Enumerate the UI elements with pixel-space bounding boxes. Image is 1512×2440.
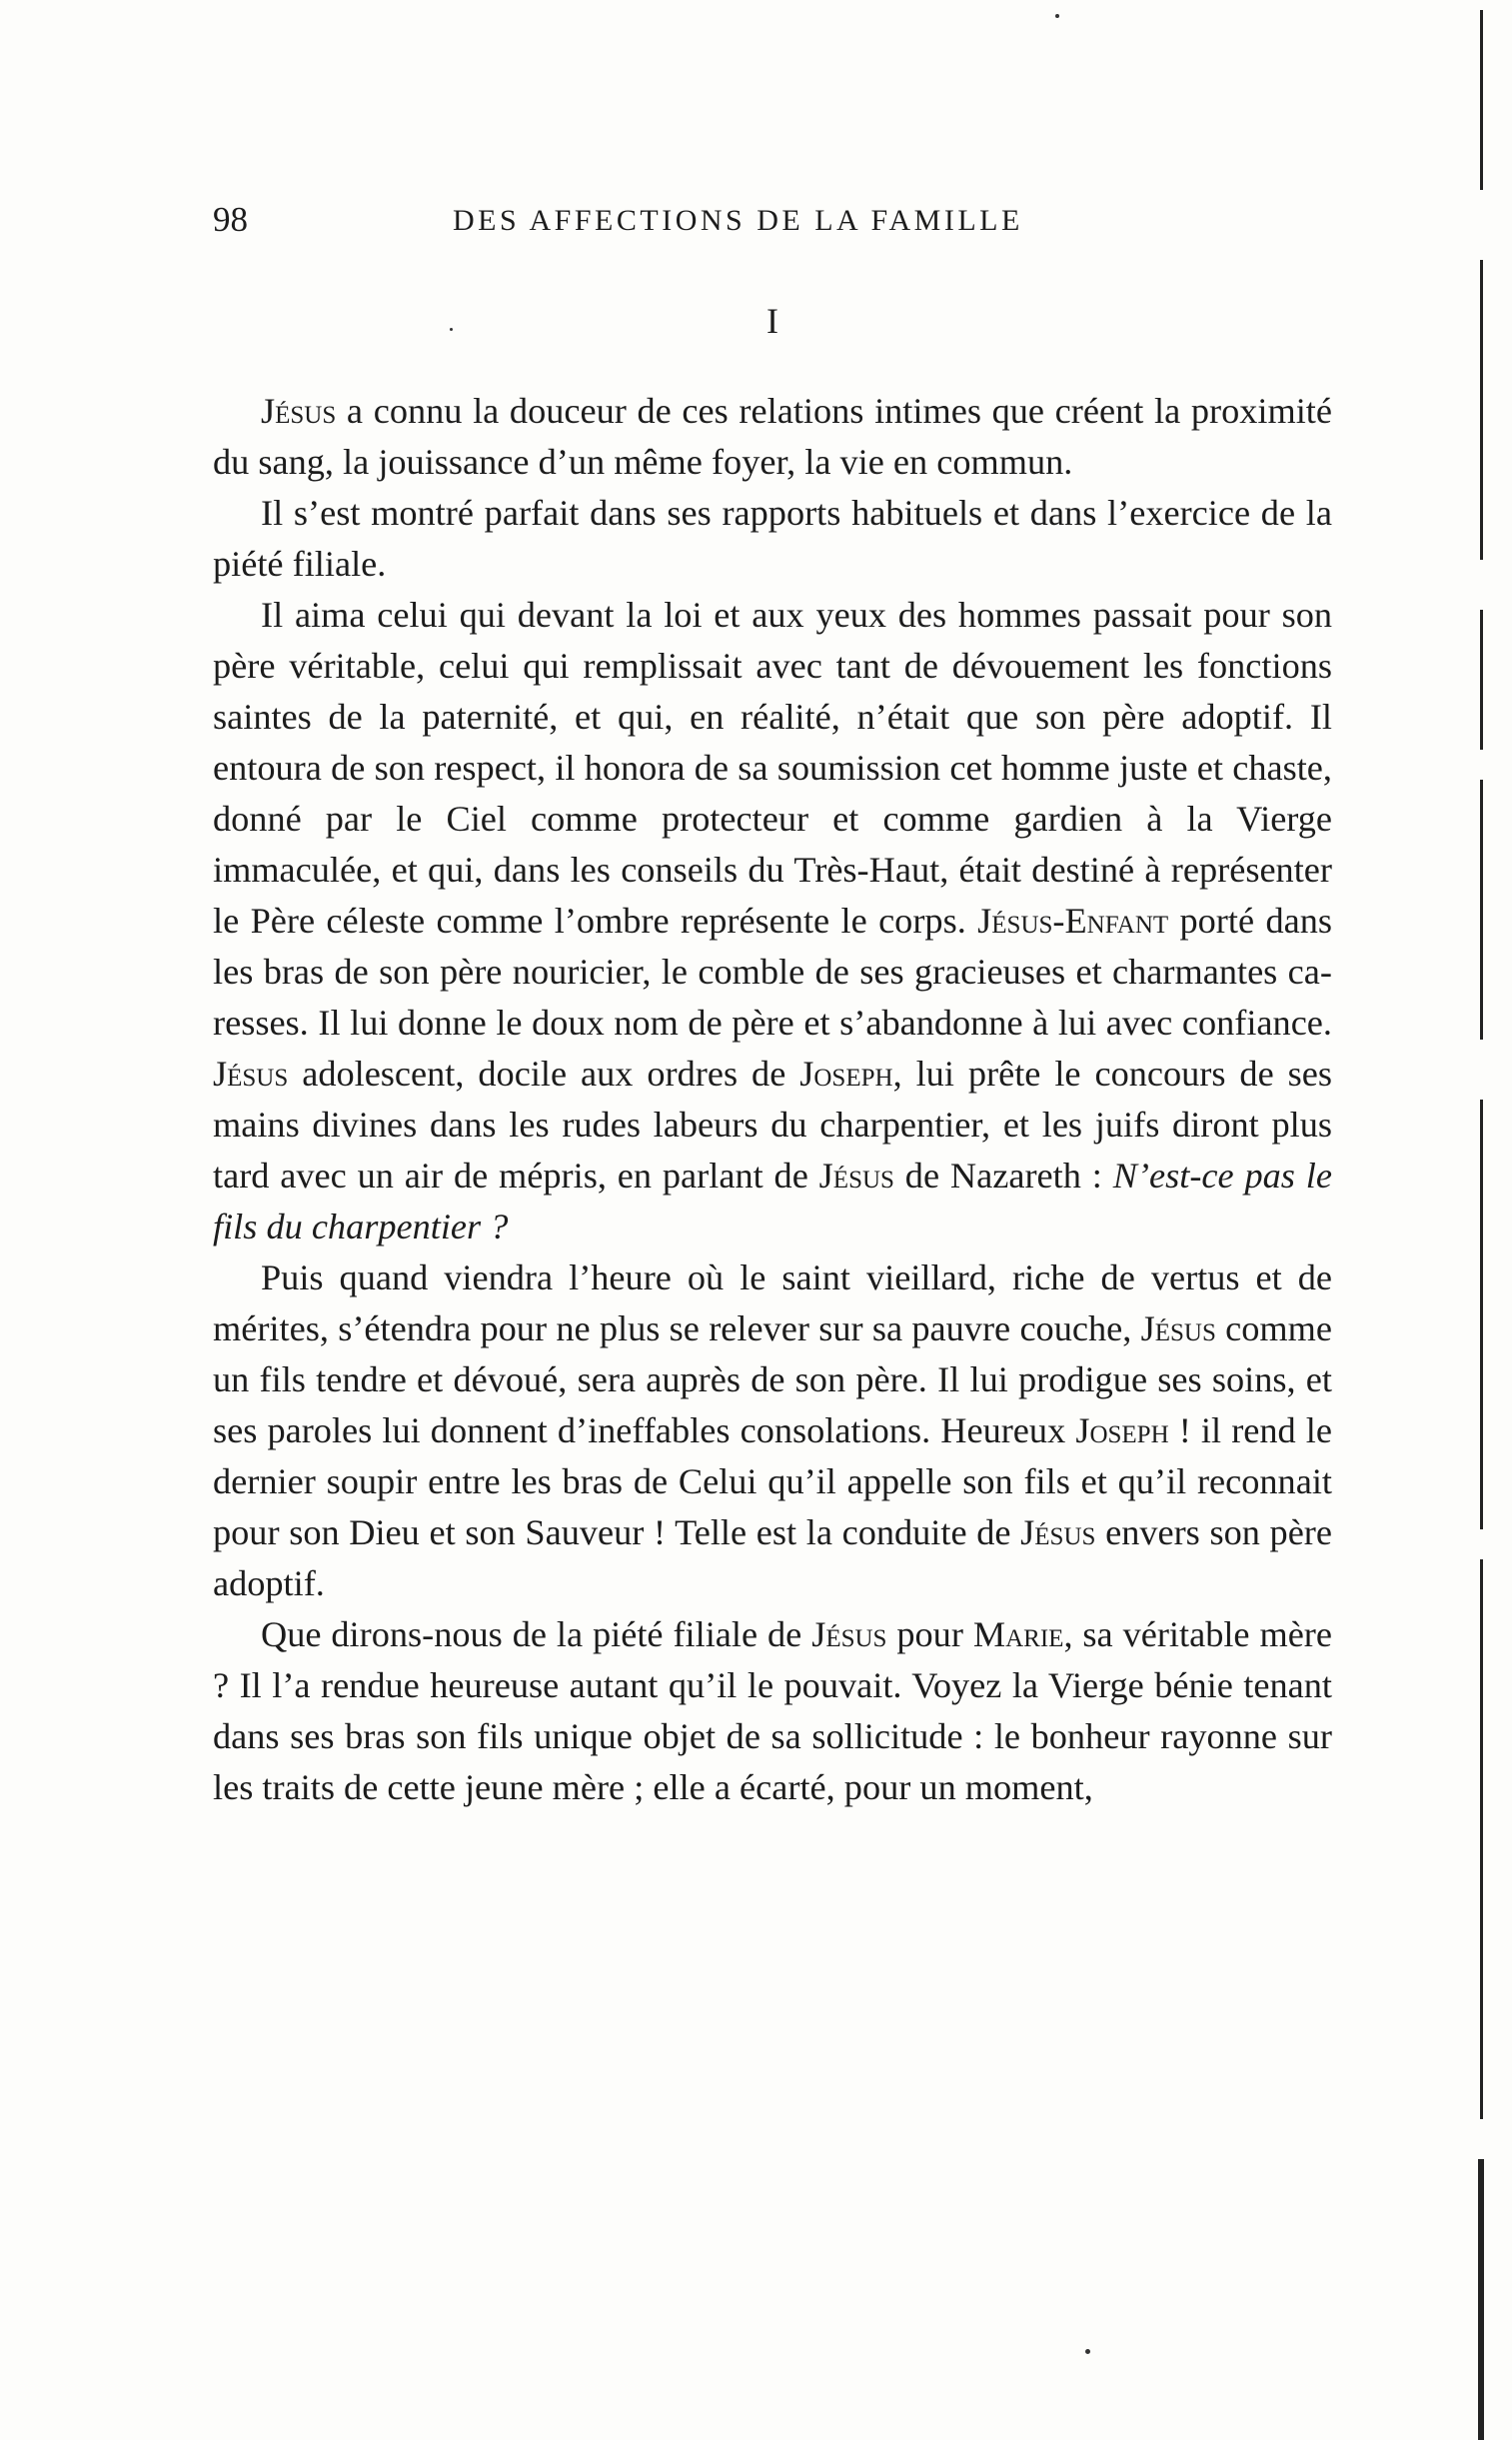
scan-speck <box>450 328 453 331</box>
text-run: Il aima celui qui devant la loi et aux yeux des hommes passait pour son père véritable, celui qui remplissait avec tant de dévouement les fonctions saintes de la paternité, et qui, en réalité, n’était que son père adoptif. Il entoura de son respect, il honora de sa soumission cet homme juste et chaste, donné par le Ciel comme protecteur et comme gardien à la Vierge immaculée, et qui, dans les conseils du Très-Haut, était destiné à représenter le Père céleste comme l’ombre représente le corps. <box>213 595 1332 941</box>
edge-mark <box>1480 1100 1483 1529</box>
text-run: envers son père adoptif. <box>213 1512 1332 1603</box>
text-run: porté dans les bras de son père nouricier, le comble de ses gracieuses et charmantes caresses. Il lui donne le doux nom de père et s’abandonne à lui avec confiance. <box>213 901 1332 1043</box>
body-text <box>213 386 1332 1813</box>
scan-speck <box>1085 2349 1090 2354</box>
name-marie: Marie <box>972 1614 1064 1654</box>
page-number: 98 <box>213 200 248 239</box>
paragraph-5 <box>213 1609 1332 1813</box>
edge-mark <box>1480 610 1483 750</box>
edge-mark <box>1480 1559 1483 2119</box>
scan-speck <box>1055 14 1059 18</box>
text-run: de Nazareth : <box>893 1156 1113 1196</box>
text-run: Que dirons-nous de la piété filiale de <box>261 1614 812 1654</box>
name-jesus-enfant: Jésus-Enfant <box>977 901 1169 941</box>
running-head <box>213 200 1332 250</box>
page-edge-shadow <box>1480 0 1484 2440</box>
paragraph-1 <box>213 386 1332 488</box>
text-run: , sa véritable mère ? Il l’a rendue heureuse autant qu’il le pouvait. Voyez la Vierge bénie tenant dans ses bras son fils unique objet de sa sollicitude : le bonheur rayonne sur les traits de cette jeune mère ; elle a écarté, pour un moment, <box>213 1614 1333 1807</box>
text-run: a connu la douceur de ces relations intimes que créent la proximité du sang, la jouissance d’un même foyer, la vie en commun. <box>213 391 1332 482</box>
name-jesus: Jésus <box>1140 1308 1216 1348</box>
text-run: ! il rend le dernier soupir entre les bras de Celui qu’il appelle son fils et qu’il reconnait pour son Dieu et son Sauveur ! Telle est la conduite de <box>213 1410 1332 1552</box>
running-title: DES AFFECTIONS DE LA FAMILLE <box>453 204 1023 237</box>
name-joseph: Joseph <box>1075 1410 1169 1450</box>
edge-mark <box>1480 780 1483 1040</box>
text-run: pour <box>886 1614 973 1654</box>
text-run: comme un fils tendre et dévoué, sera auprès de son père. Il lui prodigue ses soins, et ses paroles lui donnent d’ineffables consolations. Heureux <box>213 1308 1332 1450</box>
section-number: I <box>766 301 778 341</box>
text-run: Puis quand viendra l’heure où le saint vieillard, riche de vertus et de mérites, s’étendra pour ne plus se relever sur sa pauvre couche, <box>213 1257 1332 1348</box>
name-joseph: Joseph <box>799 1054 893 1094</box>
italic-quote: N’est-ce pas le fils du charpentier ? <box>213 1156 1332 1246</box>
name-jesus: Jésus <box>818 1156 894 1196</box>
name-jesus: Jésus <box>811 1614 887 1654</box>
text-run: , lui prête le concours de ses mains divines dans les rudes labeurs du charpentier, et les juifs diront plus tard avec un air de mépris, en parlant de <box>213 1054 1332 1196</box>
paragraph-3 <box>213 590 1332 1252</box>
name-jesus: Jésus <box>261 391 337 431</box>
edge-mark <box>1480 10 1483 190</box>
edge-mark <box>1480 260 1483 560</box>
name-jesus: Jésus <box>1020 1512 1096 1552</box>
name-jesus: Jésus <box>213 1054 289 1094</box>
paragraph-4 <box>213 1252 1332 1609</box>
book-page <box>213 200 1332 1813</box>
edge-mark <box>1478 2159 1484 2440</box>
text-run: adolescent, docile aux ordres de <box>288 1054 800 1094</box>
paragraph-2: Il s’est montré parfait dans ses rapports habituels et dans l’exercice de la piété filiale. <box>213 493 1332 584</box>
